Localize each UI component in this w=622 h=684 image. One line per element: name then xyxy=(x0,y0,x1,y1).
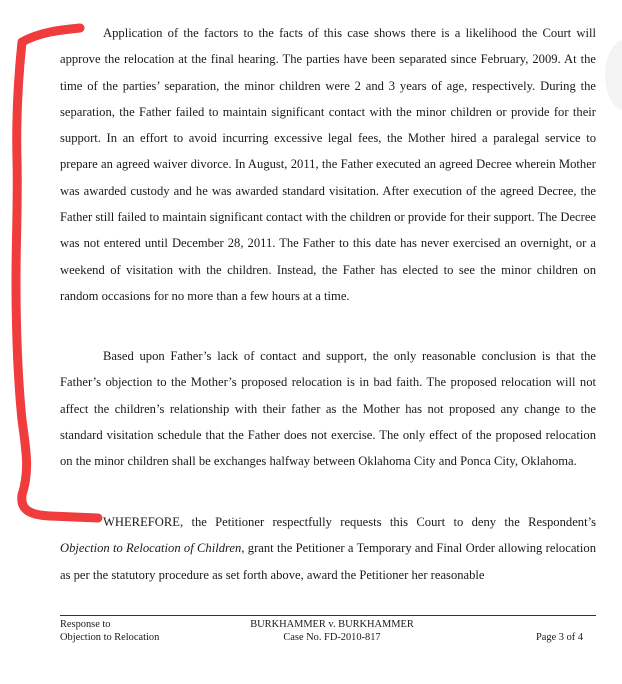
footer-page-number: Page 3 of 4 xyxy=(536,632,584,643)
footer-left-line2: Objection to Relocation xyxy=(60,632,160,643)
paragraph-bad-faith-text: Based upon Father’s lack of contact and support, the only reasonable conclusion is that the Father’s objection to the Mother’s proposed relocation is in bad faith. The proposed relocation will not affect the children’s relationship with their father as the Mother has not proposed any change to the standard visitation schedule that the Father does not exercise. The only effect of the proposed relocation on the minor children shall be exchanges halfway between Oklahoma City and Ponca City, Oklahoma. xyxy=(60,349,596,469)
paragraph-wherefore xyxy=(60,509,596,588)
footer-case-name: BURKHAMMER v. BURKHAMMER xyxy=(250,619,414,630)
wherefore-text-after: , grant the Petitioner a Temporary and Final Order allowing relocation as per the statutory procedure as set forth above, award the Petitioner her reasonable xyxy=(60,541,596,582)
photo-glare xyxy=(605,40,622,110)
wherefore-text-before: WHEREFORE, the Petitioner respectfully requests this Court to deny the Respondent’s xyxy=(103,515,596,529)
objection-title-italic: Objection to Relocation of Children xyxy=(60,541,242,556)
footer-case-caption xyxy=(232,618,432,644)
footer-rule xyxy=(60,615,596,616)
paragraph-facts xyxy=(60,20,596,309)
footer-left-line1: Response to xyxy=(60,619,111,630)
paragraph-bad-faith xyxy=(60,343,596,474)
paragraph-facts-text: Application of the factors to the facts of this case shows there is a likelihood the Court will approve the relocation at the final hearing. The parties have been separated since February, 2009. At the time of the parties’ separation, the minor children were 2 and 3 years of age, respectively. During the separation, the Father failed to maintain significant contact with the minor children or provide for their support. In an effort to avoid incurring excessive legal fees, the Mother hired a paralegal service to prepare an agreed waiver divorce. In August, 2011, the Father executed an agreed Decree wherein Mother was awarded custody and he was awarded standard visitation. After execution of the agreed Decree, the Father still failed to maintain significant contact with the children or provide for their support. The Decree was not entered until December 28, 2011. The Father to this date has never exercised an overnight, or a weekend of visitation with the children. Instead, the Father has elected to see the minor children on random occasions for no more than a few hours at a time. xyxy=(60,26,596,303)
footer-document-title xyxy=(60,618,159,644)
footer-case-number: Case No. FD-2010-817 xyxy=(283,632,381,643)
